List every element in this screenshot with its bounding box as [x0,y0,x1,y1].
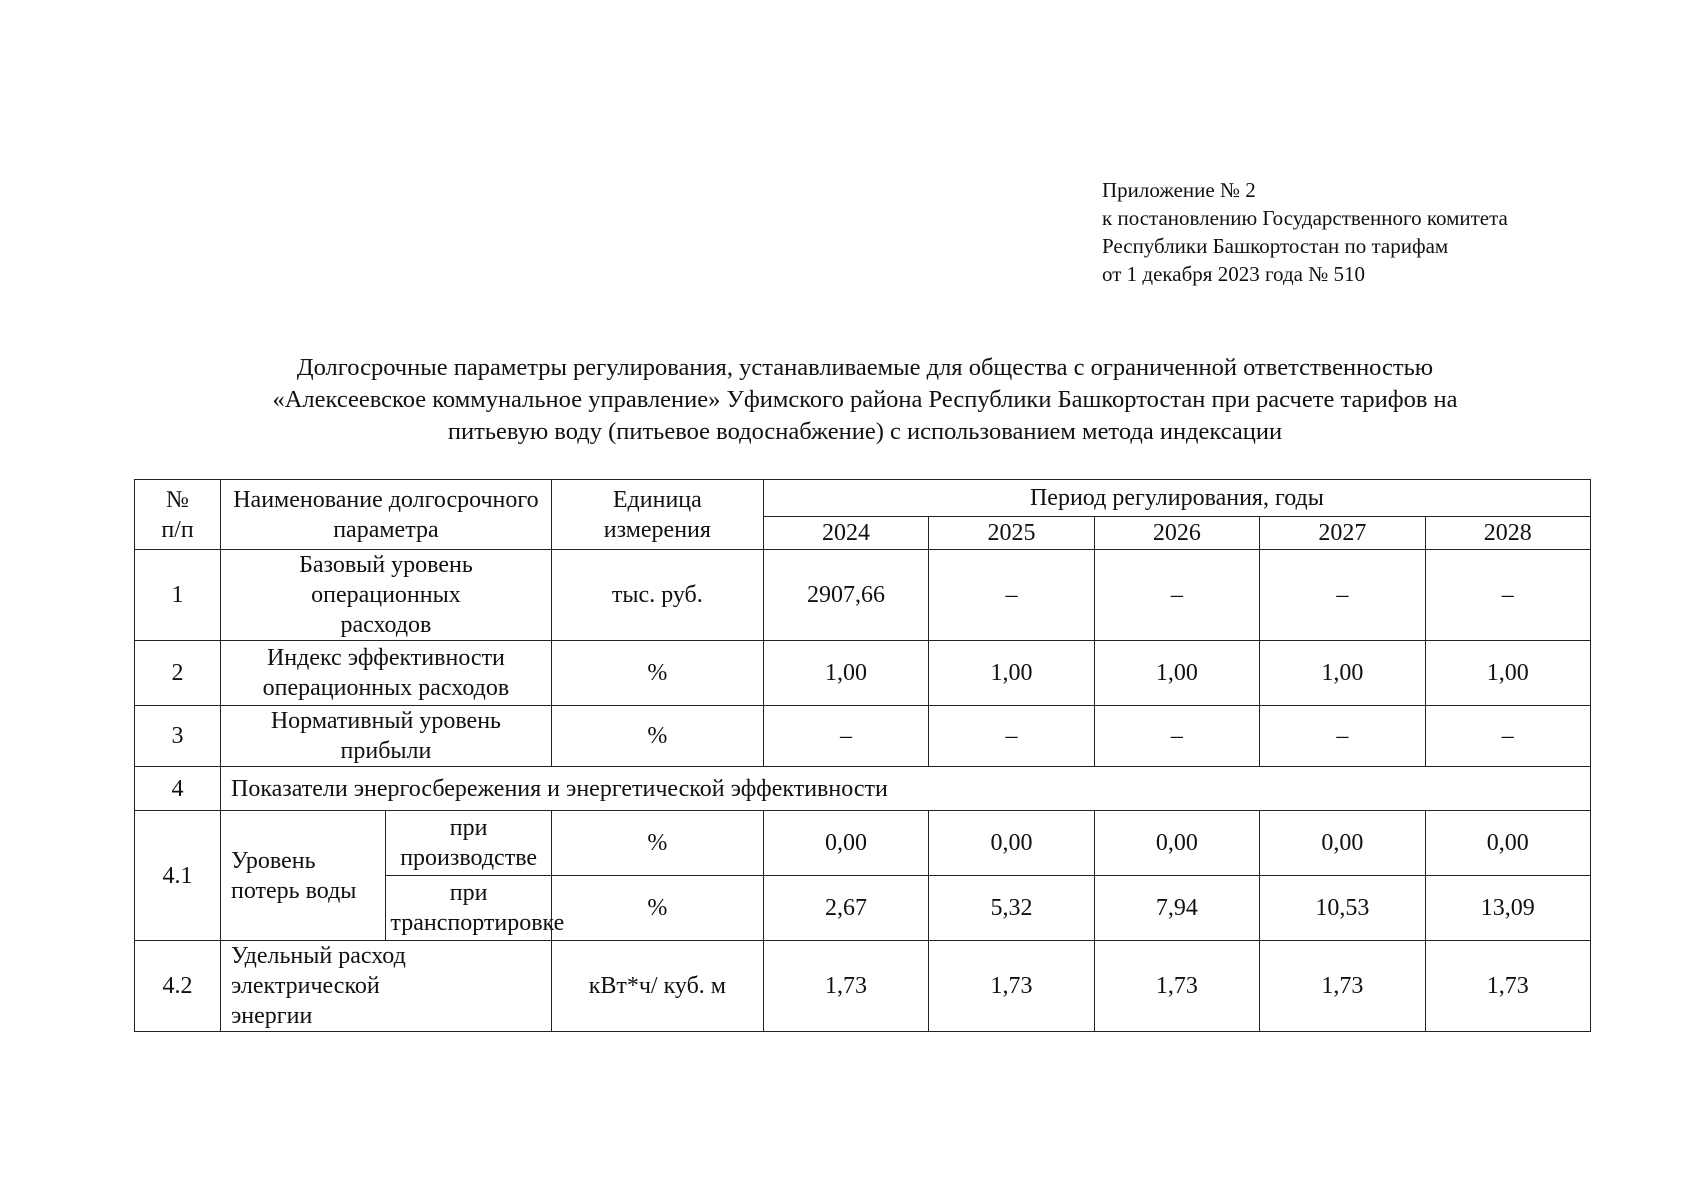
row-no-cell: 2 [135,641,221,706]
row-name-line: Индекс эффективности [266,645,505,671]
row-unit-cell: % [551,706,763,767]
header-name-line: Наименование долгосрочного [233,486,539,513]
header-unit-line: измерения [603,516,711,543]
row-value-cell: 1,00 [1094,641,1259,706]
row-name-cell [221,550,552,641]
row-name-cell: Нормативный уровень прибыли [221,706,552,767]
row-name-line: операционных расходов [262,675,510,701]
row-subname-line: при [449,880,488,906]
row-value-cell: – [929,706,1094,767]
row-subname-cell [386,876,565,941]
row-no-cell: 4.1 [135,811,221,941]
row-subname-cell [386,811,551,876]
table-row [135,706,1591,767]
row-name-line: расходов [340,612,432,638]
table-row [135,550,1591,641]
header-year-cell: 2028 [1425,517,1590,550]
row-no-cell: 3 [135,706,221,767]
section-title-cell: Показатели энергосбережения и энергетической эффективности [221,767,1591,811]
header-name-line: параметра [333,516,439,543]
row-value-cell: 0,00 [1260,811,1425,876]
row-no-cell: 1 [135,550,221,641]
parameters-table [134,479,1591,1032]
row-unit-cell: % [551,811,763,876]
row-subname-line: транспортировке [390,910,565,936]
header-no-cell [135,480,221,550]
header-name-cell [221,480,552,550]
row-no-cell: 4 [135,767,221,811]
appendix-line: от 1 декабря 2023 года № 510 [1102,262,1365,286]
row-unit-cell: % [551,876,763,941]
row-value-cell: – [1094,706,1259,767]
row-value-cell: 1,00 [929,641,1094,706]
title-line: «Алексеевское коммунальное управление» Уфимского района Республики Башкортостан при расчете тарифов на [272,386,1458,413]
row-name-line: Удельный расход электрической [231,943,406,999]
row-value-cell: 5,32 [929,876,1094,941]
row-no-cell: 4.2 [135,941,221,1032]
header-year-cell: 2025 [929,517,1094,550]
row-value-cell: 0,00 [1094,811,1259,876]
title-line: Долгосрочные параметры регулирования, устанавливаемые для общества с ограниченной ответственностью [296,354,1434,381]
row-value-cell: – [1260,550,1425,641]
row-value-cell: – [1425,550,1590,641]
row-name-line: энергии [231,1003,313,1029]
row-value-cell: 1,00 [1260,641,1425,706]
appendix-line: к постановлению Государственного комитета [1102,206,1508,230]
row-value-cell: 1,73 [1260,941,1425,1032]
row-value-cell: 1,73 [1094,941,1259,1032]
row-value-cell: 1,73 [763,941,928,1032]
row-value-cell: 0,00 [763,811,928,876]
document-title [120,352,1610,448]
header-no-line: п/п [161,516,194,543]
row-name-cell [221,641,552,706]
table-row [135,641,1591,706]
appendix-block [1102,176,1508,288]
row-value-cell: – [1425,706,1590,767]
header-unit-cell [551,480,763,550]
table-row [135,941,1591,1032]
row-value-cell: 1,00 [1425,641,1590,706]
row-subname-line: производстве [400,845,538,871]
row-value-cell: 2907,66 [763,550,928,641]
row-value-cell: 1,73 [1425,941,1590,1032]
row-name-line: Базовый уровень операционных [299,552,473,608]
appendix-line: Республики Башкортостан по тарифам [1102,234,1449,258]
row-value-cell: 13,09 [1425,876,1590,941]
row-value-cell: 0,00 [929,811,1094,876]
title-line: питьевую воду (питьевое водоснабжение) с использованием метода индексации [447,418,1283,445]
header-year-cell: 2024 [763,517,928,550]
row-unit-cell: кВт*ч/ куб. м [551,941,763,1032]
row-value-cell: 1,00 [763,641,928,706]
row-unit-cell: % [551,641,763,706]
row-name-cell [221,941,552,1032]
table-header-row [135,480,1591,517]
header-year-cell: 2027 [1260,517,1425,550]
header-unit-line: Единица [612,486,702,513]
row-value-cell: – [1094,550,1259,641]
row-value-cell: 2,67 [763,876,928,941]
row-value-cell: 7,94 [1094,876,1259,941]
row-value-cell: 10,53 [1260,876,1425,941]
row-value-cell: 1,73 [929,941,1094,1032]
row-name-cell [221,811,386,941]
row-unit-cell: тыс. руб. [551,550,763,641]
table-row [135,811,1591,876]
row-name-line: потерь воды [231,877,357,904]
row-value-cell: 0,00 [1425,811,1590,876]
header-period-cell: Период регулирования, годы [763,480,1590,517]
row-value-cell: – [929,550,1094,641]
row-subname-line: при [449,815,488,841]
row-value-cell: – [763,706,928,767]
table-section-row [135,767,1591,811]
header-no-line: № [166,486,189,513]
header-year-cell: 2026 [1094,517,1259,550]
row-value-cell: – [1260,706,1425,767]
appendix-line: Приложение № 2 [1102,178,1256,202]
row-name-line: Уровень [231,847,316,874]
